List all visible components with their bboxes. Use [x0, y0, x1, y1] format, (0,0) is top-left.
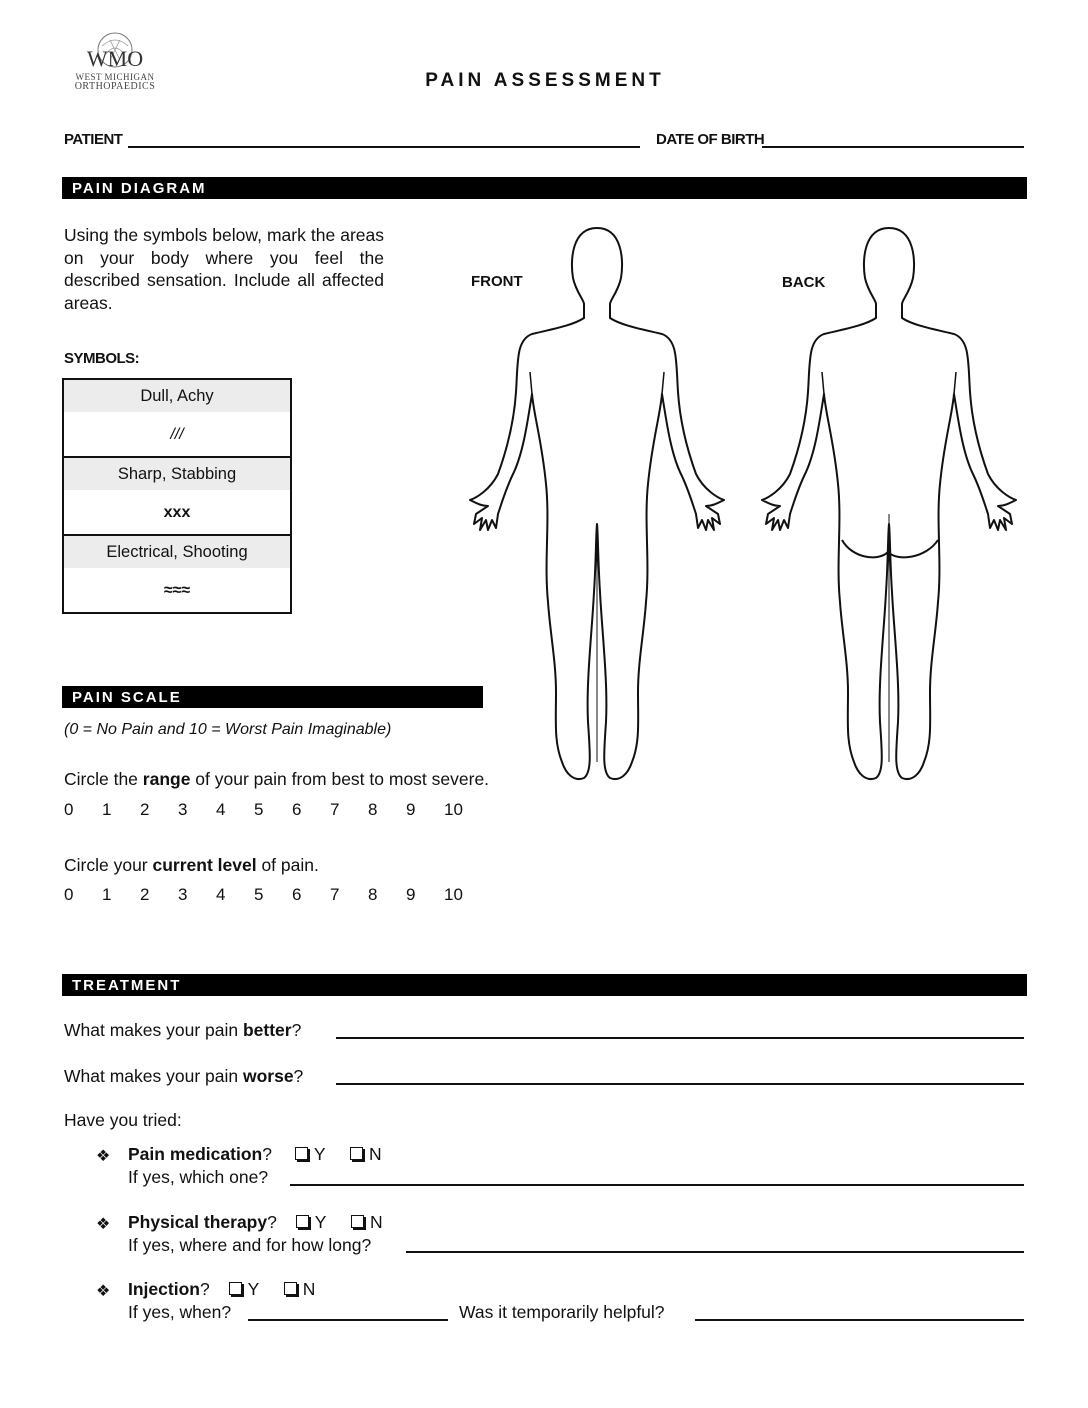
therapy-question: [128, 1212, 383, 1233]
body-diagram-back[interactable]: [752, 222, 1042, 792]
current-num-1[interactable]: 1: [102, 885, 112, 904]
medication-no-checkbox[interactable]: [350, 1147, 363, 1160]
injection-yes-checkbox[interactable]: [229, 1282, 242, 1295]
range-scale: [64, 800, 484, 822]
current-num-6[interactable]: 6: [292, 885, 302, 904]
better-prefix: What makes your pain: [64, 1020, 243, 1040]
therapy-yes-label: Y: [314, 1212, 327, 1232]
worse-prefix: What makes your pain: [64, 1066, 243, 1086]
range-prefix: Circle the: [64, 769, 143, 789]
range-num-5[interactable]: 5: [254, 800, 264, 819]
logo-line2: ORTHOPAEDICS: [74, 81, 156, 92]
range-num-1[interactable]: 1: [102, 800, 112, 819]
medication-yes-label: Y: [313, 1144, 326, 1164]
medication-no-label: N: [369, 1144, 382, 1164]
logo-line1: WEST MICHIGAN: [75, 72, 155, 82]
logo-mark: WMO: [86, 46, 144, 71]
therapy-followup: If yes, where and for how long?: [128, 1235, 372, 1255]
logo-text: [60, 72, 170, 92]
symbol-mark-dull: ///: [64, 412, 290, 458]
worse-bold: worse: [242, 1066, 294, 1086]
current-suffix: of pain.: [256, 855, 319, 875]
therapy-no-checkbox[interactable]: [351, 1215, 364, 1228]
dob-label: DATE OF BIRTH: [656, 131, 765, 148]
medication-yes-checkbox[interactable]: [295, 1147, 308, 1160]
current-question: [64, 855, 319, 876]
bullet-icon: ❖: [96, 1216, 111, 1233]
better-question: [64, 1020, 301, 1041]
range-num-9[interactable]: 9: [406, 800, 416, 819]
injection-helpful-question: Was it temporarily helpful?: [459, 1302, 665, 1322]
range-suffix: of your pain from best to most severe.: [190, 769, 490, 789]
injection-name: Injection: [128, 1279, 200, 1299]
injection-followup: If yes, when?: [128, 1302, 232, 1322]
symbol-mark-electrical: ≈≈≈: [163, 582, 191, 599]
diagram-instructions: Using the symbols below, mark the areas on your body where you feel the described sensation. Include all affected areas.: [64, 225, 384, 313]
symbol-label-sharp: Sharp, Stabbing: [64, 458, 290, 490]
range-num-7[interactable]: 7: [330, 800, 340, 819]
front-label: FRONT: [471, 273, 523, 290]
back-label: BACK: [782, 274, 826, 291]
injection-no-checkbox[interactable]: [284, 1282, 297, 1295]
range-question: [64, 769, 489, 790]
therapy-no-label: N: [369, 1212, 383, 1232]
medication-field[interactable]: [290, 1184, 1024, 1186]
tried-label: Have you tried:: [64, 1110, 182, 1130]
current-num-4[interactable]: 4: [216, 885, 226, 904]
current-num-2[interactable]: 2: [140, 885, 150, 904]
symbols-table: [62, 378, 292, 614]
page-title: PAIN ASSESSMENT: [425, 70, 665, 91]
medication-followup: If yes, which one?: [128, 1167, 269, 1187]
pain-scale-note: (0 = No Pain and 10 = Worst Pain Imaginable): [64, 721, 392, 738]
range-bold: range: [142, 769, 191, 789]
current-num-8[interactable]: 8: [368, 885, 378, 904]
therapy-field[interactable]: [406, 1251, 1024, 1253]
bullet-icon: ❖: [96, 1148, 111, 1165]
medication-question: [128, 1144, 382, 1165]
range-num-8[interactable]: 8: [368, 800, 378, 819]
range-num-0[interactable]: 0: [64, 800, 74, 819]
current-scale: [64, 885, 484, 907]
current-prefix: Circle your: [64, 855, 153, 875]
bullet-icon: ❖: [96, 1283, 111, 1300]
injection-when-field[interactable]: [248, 1319, 448, 1321]
medication-name: Pain medication: [128, 1144, 263, 1164]
symbols-heading: SYMBOLS:: [64, 350, 140, 367]
medication-suffix: ?: [262, 1144, 272, 1164]
pain-scale-heading: PAIN SCALE: [62, 686, 483, 708]
current-num-9[interactable]: 9: [406, 885, 416, 904]
better-suffix: ?: [291, 1020, 302, 1040]
symbol-label-electrical: Electrical, Shooting: [64, 536, 290, 568]
better-bold: better: [242, 1020, 292, 1040]
worse-field[interactable]: [336, 1083, 1024, 1085]
injection-question: [128, 1279, 315, 1300]
pain-diagram-heading: PAIN DIAGRAM: [62, 177, 1027, 199]
body-diagram-front[interactable]: [460, 222, 750, 792]
therapy-suffix: ?: [267, 1212, 277, 1232]
injection-suffix: ?: [199, 1279, 210, 1299]
current-num-0[interactable]: 0: [64, 885, 74, 904]
patient-field[interactable]: [128, 146, 640, 148]
worse-question: [64, 1066, 303, 1087]
current-num-10[interactable]: 10: [444, 885, 463, 904]
therapy-name: Physical therapy: [128, 1212, 268, 1232]
current-bold: current level: [152, 855, 257, 875]
patient-label: PATIENT: [64, 131, 123, 148]
range-num-6[interactable]: 6: [292, 800, 302, 819]
dob-field[interactable]: [762, 146, 1024, 148]
current-num-3[interactable]: 3: [178, 885, 188, 904]
symbol-mark-sharp: xxx: [64, 490, 290, 536]
better-field[interactable]: [336, 1037, 1024, 1039]
current-num-5[interactable]: 5: [254, 885, 264, 904]
symbol-label-dull: Dull, Achy: [64, 380, 290, 412]
injection-helpful-field[interactable]: [695, 1319, 1024, 1321]
worse-suffix: ?: [293, 1066, 304, 1086]
range-num-2[interactable]: 2: [140, 800, 150, 819]
range-num-4[interactable]: 4: [216, 800, 226, 819]
treatment-heading: TREATMENT: [62, 974, 1027, 996]
therapy-yes-checkbox[interactable]: [296, 1215, 309, 1228]
injection-no-label: N: [302, 1279, 316, 1299]
current-num-7[interactable]: 7: [330, 885, 340, 904]
range-num-10[interactable]: 10: [444, 800, 463, 819]
injection-yes-label: Y: [247, 1279, 259, 1299]
range-num-3[interactable]: 3: [178, 800, 188, 819]
